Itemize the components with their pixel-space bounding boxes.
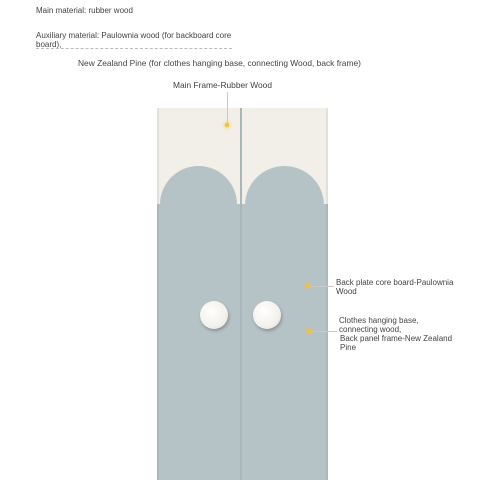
- main-frame-leader: [227, 92, 228, 124]
- hanging-base-leader: [311, 331, 337, 332]
- wardrobe-right-door: [241, 108, 328, 480]
- hanging-base-label: Clothes hanging base, connecting wood,: [339, 316, 419, 334]
- left-door-knob: [200, 301, 228, 329]
- main-material-label: Main material: rubber wood: [36, 6, 133, 15]
- right-door-panel: [241, 204, 328, 480]
- right-edge-shadow: [326, 108, 328, 480]
- wardrobe-left-door: [157, 108, 240, 480]
- door-gap: [240, 108, 242, 480]
- main-frame-label: Main Frame-Rubber Wood: [173, 80, 272, 90]
- auxiliary-material-label: Auxiliary material: Paulownia wood (for backboard core board),: [36, 31, 232, 49]
- back-plate-label: Back plate core board-Paulownia Wood: [336, 278, 454, 296]
- main-frame-marker: [225, 123, 229, 127]
- right-door-knob: [253, 301, 281, 329]
- left-edge-shadow: [157, 108, 159, 480]
- new-zealand-pine-label: New Zealand Pine (for clothes hanging base, connecting Wood, back frame): [78, 58, 361, 68]
- back-panel-frame-label: Back panel frame-New Zealand Pine: [340, 334, 453, 352]
- auxiliary-divider: [36, 48, 232, 49]
- back-plate-leader: [310, 286, 334, 287]
- left-door-panel: [157, 204, 240, 480]
